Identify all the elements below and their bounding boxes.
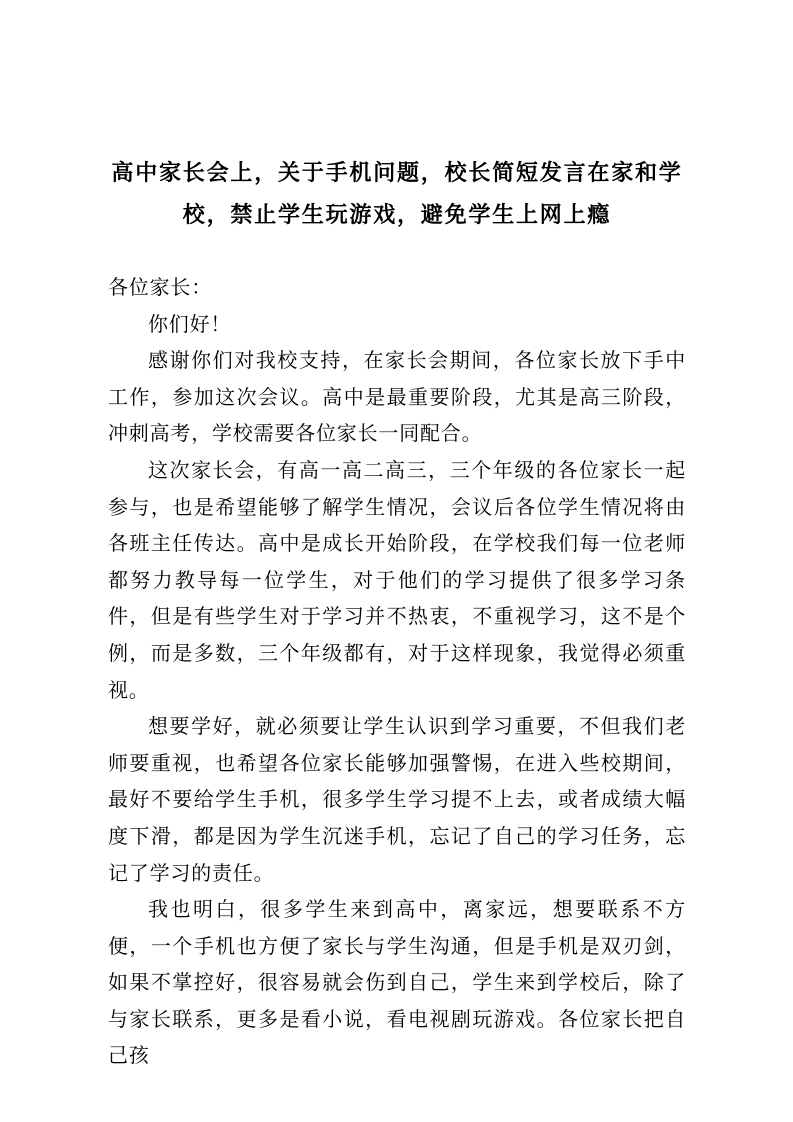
paragraph-phone-double-edge: 我也明白，很多学生来到高中，离家远，想要联系不方便，一个手机也方便了家长与学生沟通，但是手机是双刃剑，如果不掌控好，很容易就会伤到自己，学生来到学校后，除了与家长联系，更多是看小说，看电视剧玩游戏。各位家长把自己孩 xyxy=(108,899,686,1068)
paragraph-salutation: 各位家长： xyxy=(108,277,212,299)
paragraph-greeting: 你们好！ xyxy=(148,313,232,336)
document-title: 高中家长会上，关于手机问题，校长简短发言在家和学校，禁止学生玩游戏，避免学生上网上瘾 xyxy=(111,160,683,227)
paragraph-study-importance: 想要学好，就必须要让学生认识到学习重要，不但我们老师要重视，也希望各位家长能够加强警惕，在进入些校期间，最好不要给学生手机，很多学生学习提不上去，或者成绩大幅度下滑，都是因为学生沉迷手机，忘记了自己的学习任务，忘记了学习的责任。 xyxy=(108,716,686,885)
paragraph-meeting-overview: 这次家长会，有高一高二高三，三个年级的各位家长一起参与，也是希望能够了解学生情况，会议后各位学生情况将由各班主任传达。高中是成长开始阶段，在学校我们每一位老师都努力教导每一位学生，对于他们的学习提供了很多学习条件，但是有些学生对于学习并不热衷，不重视学习，这不是个例，而是多数，三个年级都有，对于这样现象，我觉得必须重视。 xyxy=(108,459,686,702)
paragraph-thanks: 感谢你们对我校支持，在家长会期间，各位家长放下手中工作，参加这次会议。高中是最重要阶段，尤其是高三阶段，冲刺高考，学校需要各位家长一同配合。 xyxy=(108,350,686,446)
